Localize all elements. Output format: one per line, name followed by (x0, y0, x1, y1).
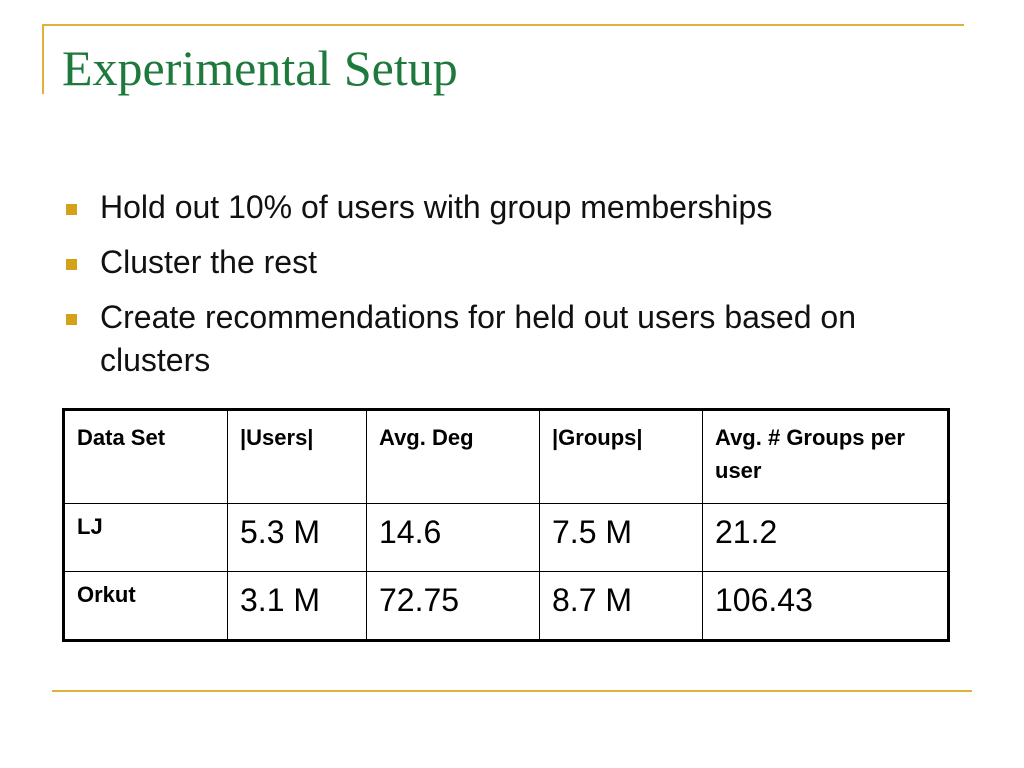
header-cell-groups: |Groups| (540, 410, 703, 504)
slide-title: Experimental Setup (62, 40, 458, 96)
bullet-item (62, 186, 962, 229)
table-row (64, 572, 949, 641)
table-cell: 8.7 M (540, 572, 703, 641)
table-cell: 3.1 M (228, 572, 367, 641)
square-bullet-icon (66, 314, 77, 325)
table-row (64, 504, 949, 572)
table-cell: 72.75 (367, 572, 540, 641)
table-cell: 21.2 (703, 504, 949, 572)
bullet-text: Cluster the rest (100, 244, 317, 280)
table-cell: 5.3 M (228, 504, 367, 572)
frame-bottom-rule (52, 690, 972, 692)
row-label: LJ (64, 504, 228, 572)
table-cell: 14.6 (367, 504, 540, 572)
table-cell: 7.5 M (540, 504, 703, 572)
table-header-row (64, 410, 949, 504)
row-label: Orkut (64, 572, 228, 641)
dataset-table (62, 408, 950, 642)
header-cell-dataset: Data Set (64, 410, 228, 504)
header-cell-avg-deg: Avg. Deg (367, 410, 540, 504)
table-cell: 106.43 (703, 572, 949, 641)
bullet-text: Create recommendations for held out users based on clusters (100, 299, 856, 378)
bullet-list (62, 186, 962, 394)
square-bullet-icon (66, 204, 77, 215)
square-bullet-icon (66, 259, 77, 270)
bullet-item (62, 296, 962, 382)
frame-left-rule (42, 24, 44, 94)
frame-top-rule (42, 24, 964, 26)
header-cell-groups-per-user: Avg. # Groups per user (703, 410, 949, 504)
bullet-item (62, 241, 962, 284)
bullet-text: Hold out 10% of users with group memberships (100, 189, 773, 225)
header-cell-users: |Users| (228, 410, 367, 504)
